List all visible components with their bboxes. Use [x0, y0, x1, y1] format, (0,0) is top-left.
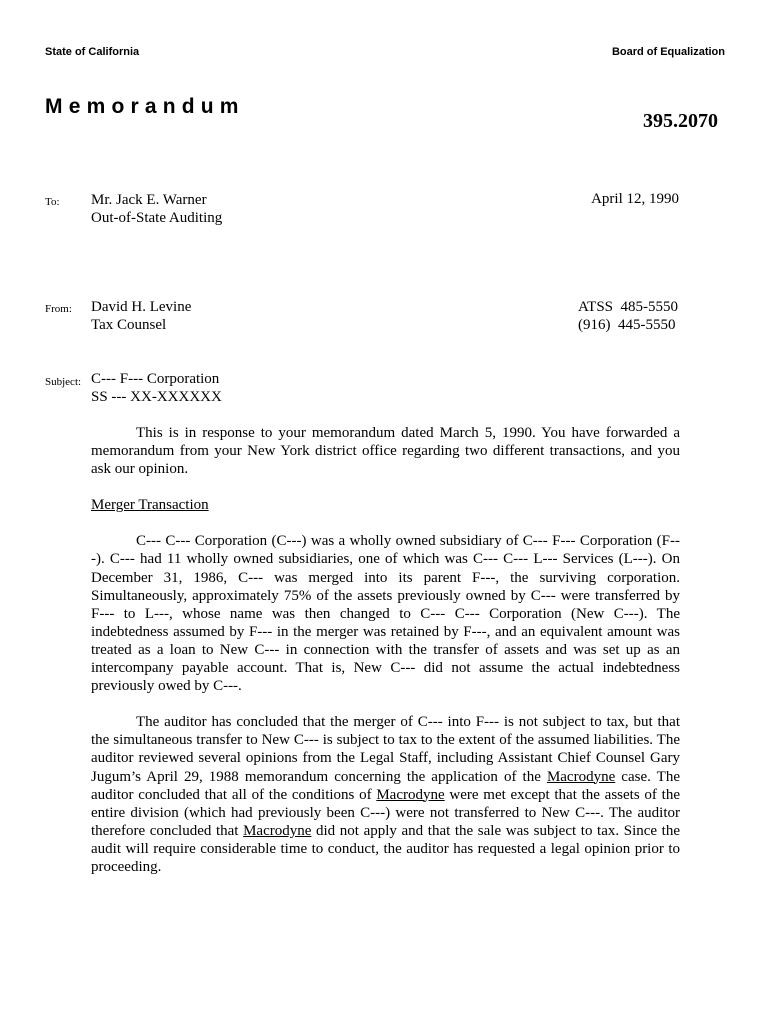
merger-paragraph: C--- C--- Corporation (C---) was a wholly owned subsidiary of C--- F--- Corporation (F---). C--- had 11 wholly owned subsidiaries, one of which was C--- C--- L--- Services (L---). On December 31, 1986, C--- was merged into its parent F---, the surviving corporation. Simultaneously, approximately 75% of the assets previously owned by C--- were transferred by F--- to L---, whose name was then changed to C--- C--- Corporation (New C---). The indebtedness assumed by F--- in the merger was retained by F---, and an equivalent amount was treated as a loan to New C--- in connection with the transfer of assets and was set up as an intercompany payable account. That is, New C--- did not assume the actual indebtedness previously owed by C---.: [91, 533, 680, 695]
phone-916: (916) 445-5550: [578, 317, 676, 333]
auditor-paragraph: [91, 713, 680, 876]
from-name: David H. Levine: [91, 299, 192, 315]
phone-block: [578, 298, 678, 334]
page-title: Memorandum: [45, 95, 245, 118]
state-header: State of California: [45, 46, 140, 58]
board-header: Board of Equalization: [611, 46, 725, 58]
to-department: Out-of-State Auditing: [91, 210, 223, 226]
from-sender: [91, 298, 191, 334]
memo-body: [91, 424, 680, 894]
subject-line-2: SS --- XX-XXXXXX: [91, 389, 222, 405]
to-name: Mr. Jack E. Warner: [91, 192, 207, 208]
subject-label: Subject:: [45, 376, 82, 388]
from-label: From:: [45, 303, 72, 315]
document-number: 395.2070: [643, 110, 718, 132]
memo-date: April 12, 1990: [591, 191, 679, 207]
case-name: Macrodyne: [546, 768, 616, 785]
subject-value: [91, 370, 222, 406]
auditor-text-a: The auditor has concluded that the merger of C--- into F--- is not subject to tax, but that the simultaneous transfer to New C--- is subject to tax to the extent of the assumed liabilities. The auditor reviewed several opinions from the Legal Staff, including Assistant Chief Counsel Gary Jugum’s April 29, 1988 memorandum concerning the application of the: [91, 714, 680, 785]
to-recipient: [91, 191, 222, 227]
case-name: Macrodyne: [243, 822, 312, 839]
phone-atss: ATSS 485-5550: [578, 299, 679, 315]
section-heading: Merger Transaction: [91, 497, 209, 514]
auditor-text-b: case. The auditor concluded that all of the conditions of: [91, 768, 680, 803]
auditor-text-c: were met except that the assets of the entire division (which had previously been C---) were not transferred to New C---. The auditor therefore concluded that: [91, 786, 680, 839]
to-label: To:: [45, 196, 60, 208]
case-name: Macrodyne: [376, 786, 445, 803]
auditor-text-d: did not apply and that the sale was subject to tax. Since the audit will require considerable time to conduct, the auditor has requested a legal opinion prior to proceeding.: [91, 822, 680, 875]
from-title: Tax Counsel: [91, 317, 167, 333]
intro-paragraph: This is in response to your memorandum dated March 5, 1990. You have forwarded a memorandum from your New York district office regarding two different transactions, and you ask our opinion.: [91, 425, 680, 478]
subject-line-1: C--- F--- Corporation: [91, 371, 220, 387]
